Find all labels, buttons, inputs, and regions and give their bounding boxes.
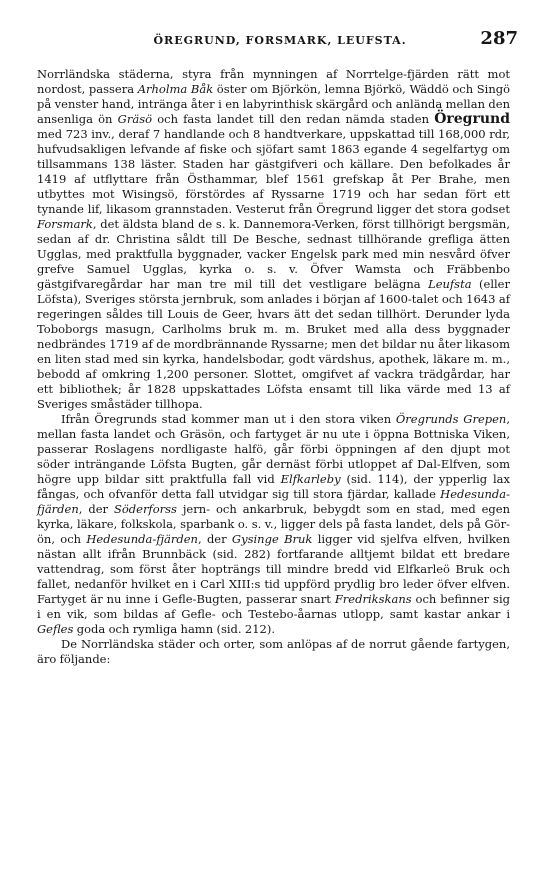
place-name-bold: Öregrund (434, 111, 510, 127)
text-span: Norrländska städerna, styra från mynningen af Norrtelge-fjärden rätt mot nordost, passera (37, 67, 510, 96)
place-name: Hedesunda-fjärden (37, 487, 510, 516)
paragraph-3 (37, 637, 510, 667)
text-span: , mellan fasta landet och Gräsön, och fartyget är nu ute i öppna Bottniska Viken, passerar Roslagens nordligaste halfö, går förbi öppningen af den djupt mot söder inträngande Löfsta Bugten, går dernäst förbi utloppet af Dal-Elfven, som högre upp bildar sitt praktfulla fall vid (37, 412, 510, 486)
place-name: Gysinge Bruk (231, 532, 313, 546)
text-span: De Norrländska städer och orter, som anlöpas af de norrut gående fartygen, äro följande: (37, 637, 510, 666)
text-span: goda och rymliga hamn (sid. 212). (73, 622, 276, 636)
text-span: , det äldsta bland de s. k. Dannemora-Verken, först tillhörigt bergsmän, sedan af dr. Christina såldt till De Besche, sednast tillhörande grefliga ätten Ugglas, med praktfulla byggnader, vacker Engelsk park med min nesvård öfver grefve Samuel Ugglas, kyrka o. s. v. Öfver Wamsta och Fräbbenbo gästgifvaregårdar har man tre mil till det vestligare belägna (37, 217, 510, 291)
place-name: Gefles (37, 622, 74, 636)
place-name: Hedesunda-fjärden (86, 532, 198, 546)
text-span: Ifrån Öregrunds stad kommer man ut i den stora viken (61, 412, 396, 426)
paragraph-2 (37, 412, 510, 637)
text-span: med 723 inv., deraf 7 handlande och 8 handtverkare, uppskattad till 168,000 rdr, hufvudsakligen lefvande af fiske och sjöfart samt 1863 egande 4 segelfartyg om tillsammans 138 läster. Staden har gästgifveri och källare. Den befolkades år 1419 af utflyttare från Östhammar, blef 1561 grefskap åt Per Brahe, men utbyttes mot Wisingsö, förstördes af Ryssarne 1719 och har sedan fört ett tynande lif, likasom grannstaden. Vesterut från Öregrund ligger det stora godset (37, 127, 510, 216)
page-number: 287 (480, 28, 518, 49)
text-span: och befinner sig i en vik, som bildas af Gefle- och Testebo-åarnas utlopp, samt kastar ankar i (37, 592, 511, 621)
text-span: (sid. 114), der ypperlig lax fångas, och ofvanför detta fall utvidgar sig till stora fjärdar, kallade (37, 472, 510, 501)
place-name: Fredrikskans (334, 592, 412, 606)
body-text (37, 67, 510, 667)
page-header (40, 28, 520, 56)
paragraph-1 (37, 67, 510, 412)
place-name: Gräsö (117, 112, 153, 126)
text-span: jern- och ankarbruk, bebygdt som en stad, med egen kyrka, läkare, folkskola, sparbank o. s. v., ligger dels på fasta landet, dels på Gör-ön, och (37, 502, 511, 546)
text-span: , der (197, 532, 232, 546)
place-name: Öregrunds Grepen (395, 412, 507, 426)
text-span: , der (78, 502, 114, 516)
place-name: Forsmark (37, 217, 93, 231)
place-name: Elfkarleby (280, 472, 341, 486)
place-name: Söderforss (113, 502, 177, 516)
running-head: ÖREGRUND, FORSMARK, LEUFSTA. (153, 34, 407, 47)
place-name: Arholma Båk (137, 82, 214, 96)
text-span: ligger vid sjelfva elfven, hvilken nästan allt ifrån Brunnbäck (sid. 282) fortfarande alltjemt bildat ett bredare vattendrag, som först åter hopträngs till mindre bredd vid Elfkarleö Bruk och fallet, nedanför hvilket en i Carl XIII:s tid uppförd prydlig bro leder öfver elfven. Fartyget är nu inne i Gefle-Bugten, passerar snart (37, 532, 511, 606)
text-span: och fasta landet till den redan nämda staden (152, 112, 435, 126)
text-span: (eller Löfsta), Sveriges största jernbruk, som anlades i början af 1600-talet och 1643 af regeringen såldes till Louis de Geer, hvars ätt det sedan tillhört. Derunder lyda Toboborgs masugn, Carlholms bruk m. m. Bruket med alla dess byggnader nedbrändes 1719 af de mordbrännande Ryssarne; men det bildar nu åter likasom en liten stad med sin kyrka, handelsbodar, godt värdshus, apothek, läkare m. m., bebodd af omkring 1,200 personer. Slottet, omgifvet af vackra trädgårdar, har ett bibliothek; år 1828 uppskattades Löfsta ensamt till lika värde med 13 af Sveriges småstäder tillhopa. (37, 277, 510, 411)
text-span: öster om Björkön, lemna Björkö, Wäddö och Singö på venster hand, intränga åter i en labyrinthisk skärgård och anlända mellan den ansenliga ön (37, 82, 511, 126)
place-name: Leufsta (428, 277, 472, 291)
